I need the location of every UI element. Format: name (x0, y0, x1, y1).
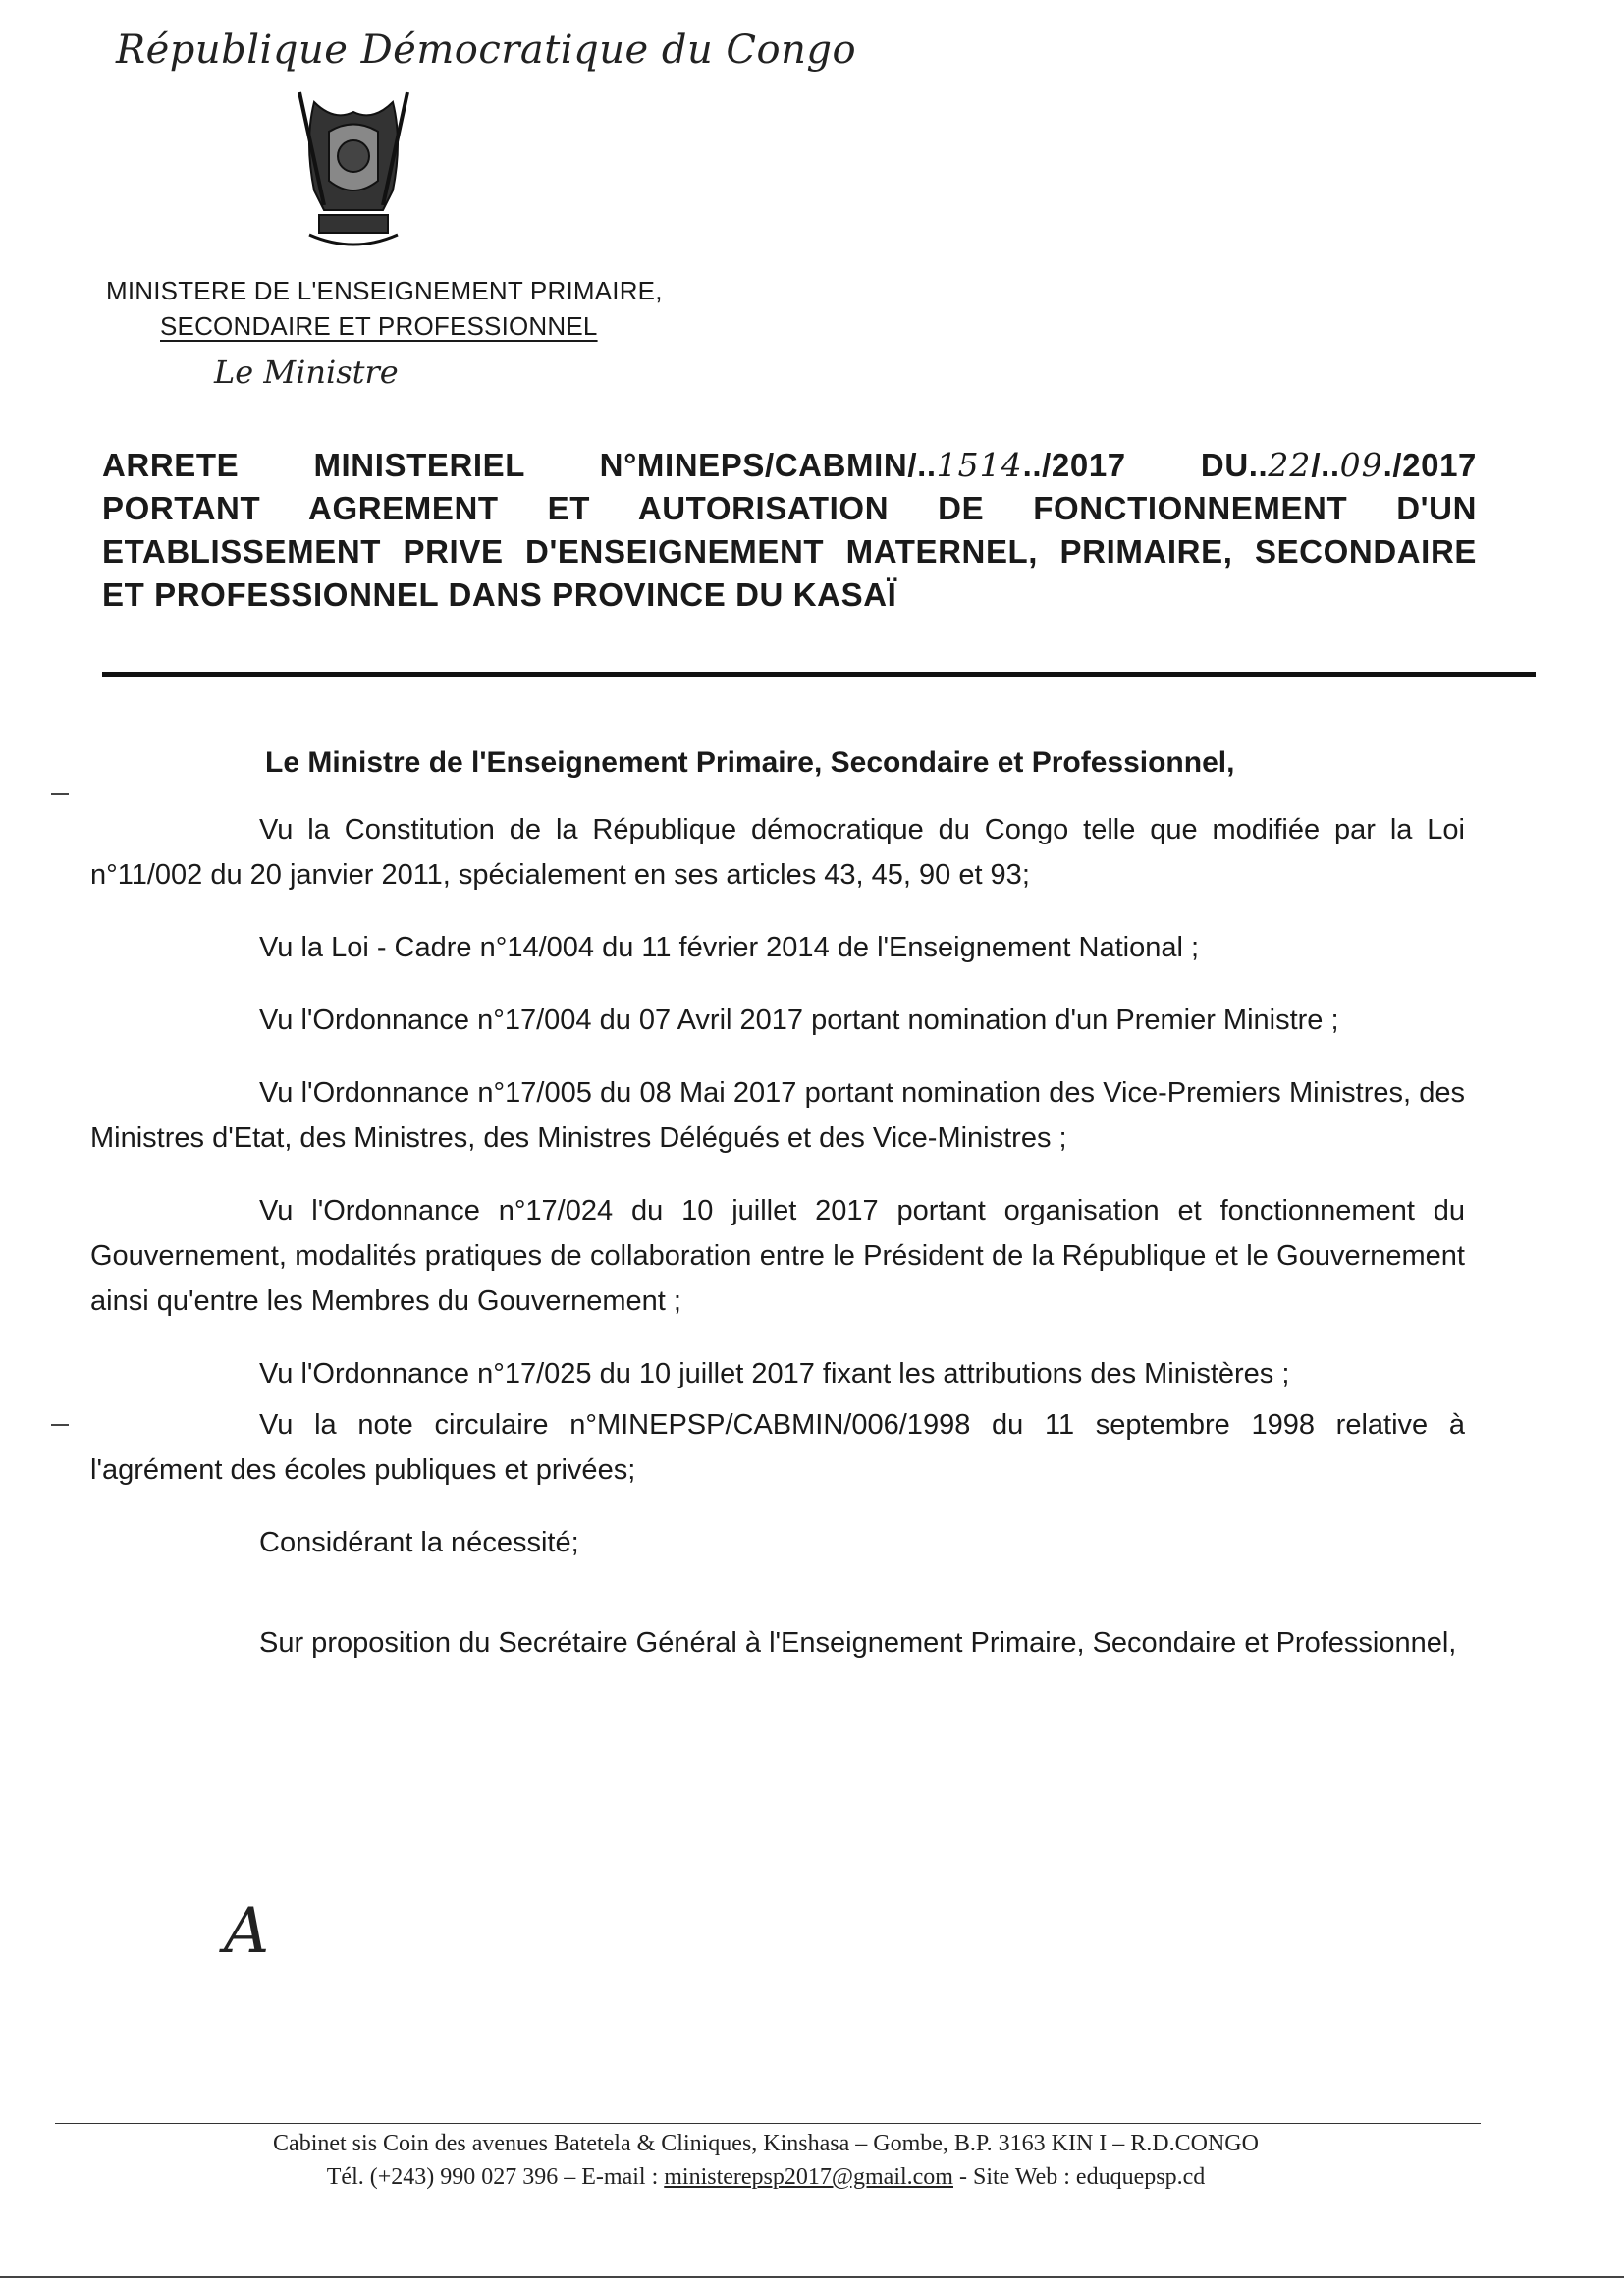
proposition-paragraph: Sur proposition du Secrétaire Général à l'Enseignement Primaire, Secondaire et Professionnel, (259, 1627, 1457, 1659)
visa-paragraph: Vu l'Ordonnance n°17/025 du 10 juillet 2017 fixant les attributions des Ministères ; (259, 1358, 1290, 1389)
footer-email-link[interactable]: ministerepsp2017@gmail.com (664, 2164, 953, 2190)
decree-title-line-1: ARRETE MINISTERIEL N°MINEPS/CABMIN/..1514../2017 DU..22/..09./2017 (102, 446, 1477, 484)
decree-title-line-4: ET PROFESSIONNEL DANS PROVINCE DU KASAÏ (102, 576, 897, 613)
ministry-line-1: MINISTERE DE L'ENSEIGNEMENT PRIMAIRE, (106, 276, 663, 305)
visa-paragraph: Vu l'Ordonnance n°17/005 du 08 Mai 2017 portant nomination des Vice-Premiers Ministres, des Ministres d'Etat, des Ministres, des Ministres Délégués et des Vice-Ministres ; (90, 1077, 1465, 1154)
footer-divider (55, 2123, 1481, 2124)
ministre-heading: Le Ministre de l'Enseignement Primaire, Secondaire et Professionnel, (265, 746, 1235, 779)
ministry-name (106, 273, 663, 344)
visa-paragraph: Vu l'Ordonnance n°17/024 du 10 juillet 2017 portant organisation et fonctionnement du Gouvernement, modalités pratiques de collaboration entre le Président de la République et le Gouvernement ainsi qu'entre les Membres du Gouvernement ; (90, 1195, 1465, 1317)
scan-mark (51, 1424, 69, 1426)
handwritten-initials: A (224, 1895, 270, 1968)
decree-month-handwritten: 09 (1339, 446, 1383, 484)
footer-address (59, 2127, 1473, 2194)
visa-paragraph: Vu la Loi - Cadre n°14/004 du 11 février 2014 de l'Enseignement National ; (259, 932, 1200, 963)
decree-day-handwritten: 22 (1268, 446, 1312, 484)
decree-title (102, 444, 1477, 617)
footer-line-1: Cabinet sis Coin des avenues Batetela & Cliniques, Kinshasa – Gombe, B.P. 3163 KIN I – R.D.CONGO (273, 2131, 1259, 2156)
title-divider (102, 672, 1536, 677)
decree-title-line-2: PORTANT AGREMENT ET AUTORISATION DE FONCTIONNEMENT D'UN (102, 490, 1477, 526)
visa-paragraph: Vu l'Ordonnance n°17/004 du 07 Avril 2017 portant nomination d'un Premier Ministre ; (259, 1005, 1339, 1036)
coat-of-arms-emblem (285, 82, 422, 254)
visa-paragraph: Vu la Constitution de la République démocratique du Congo telle que modifiée par la Loi n°11/002 du 20 janvier 2011, spécialement en ses articles 43, 45, 90 et 93; (90, 814, 1465, 891)
le-ministre-label: Le Ministre (214, 353, 399, 391)
decree-number-handwritten: 1514 (936, 446, 1023, 484)
scan-mark (51, 793, 69, 795)
republique-header: République Démocratique du Congo (116, 27, 857, 73)
visa-paragraph: Vu la note circulaire n°MINEPSP/CABMIN/006/1998 du 11 septembre 1998 relative à l'agrément des écoles publiques et privées; (90, 1409, 1465, 1486)
decree-title-line-3: ETABLISSEMENT PRIVE D'ENSEIGNEMENT MATERNEL, PRIMAIRE, SECONDAIRE (102, 533, 1477, 570)
decree-body (90, 807, 1465, 1693)
page-bottom-edge (0, 2276, 1624, 2278)
considerant-paragraph: Considérant la nécessité; (259, 1527, 579, 1558)
ministry-line-2: SECONDAIRE ET PROFESSIONNEL (160, 311, 598, 341)
footer-line-2: Tél. (+243) 990 027 396 – E-mail : ministerepsp2017@gmail.com - Site Web : eduquepsp.cd (326, 2164, 1206, 2190)
